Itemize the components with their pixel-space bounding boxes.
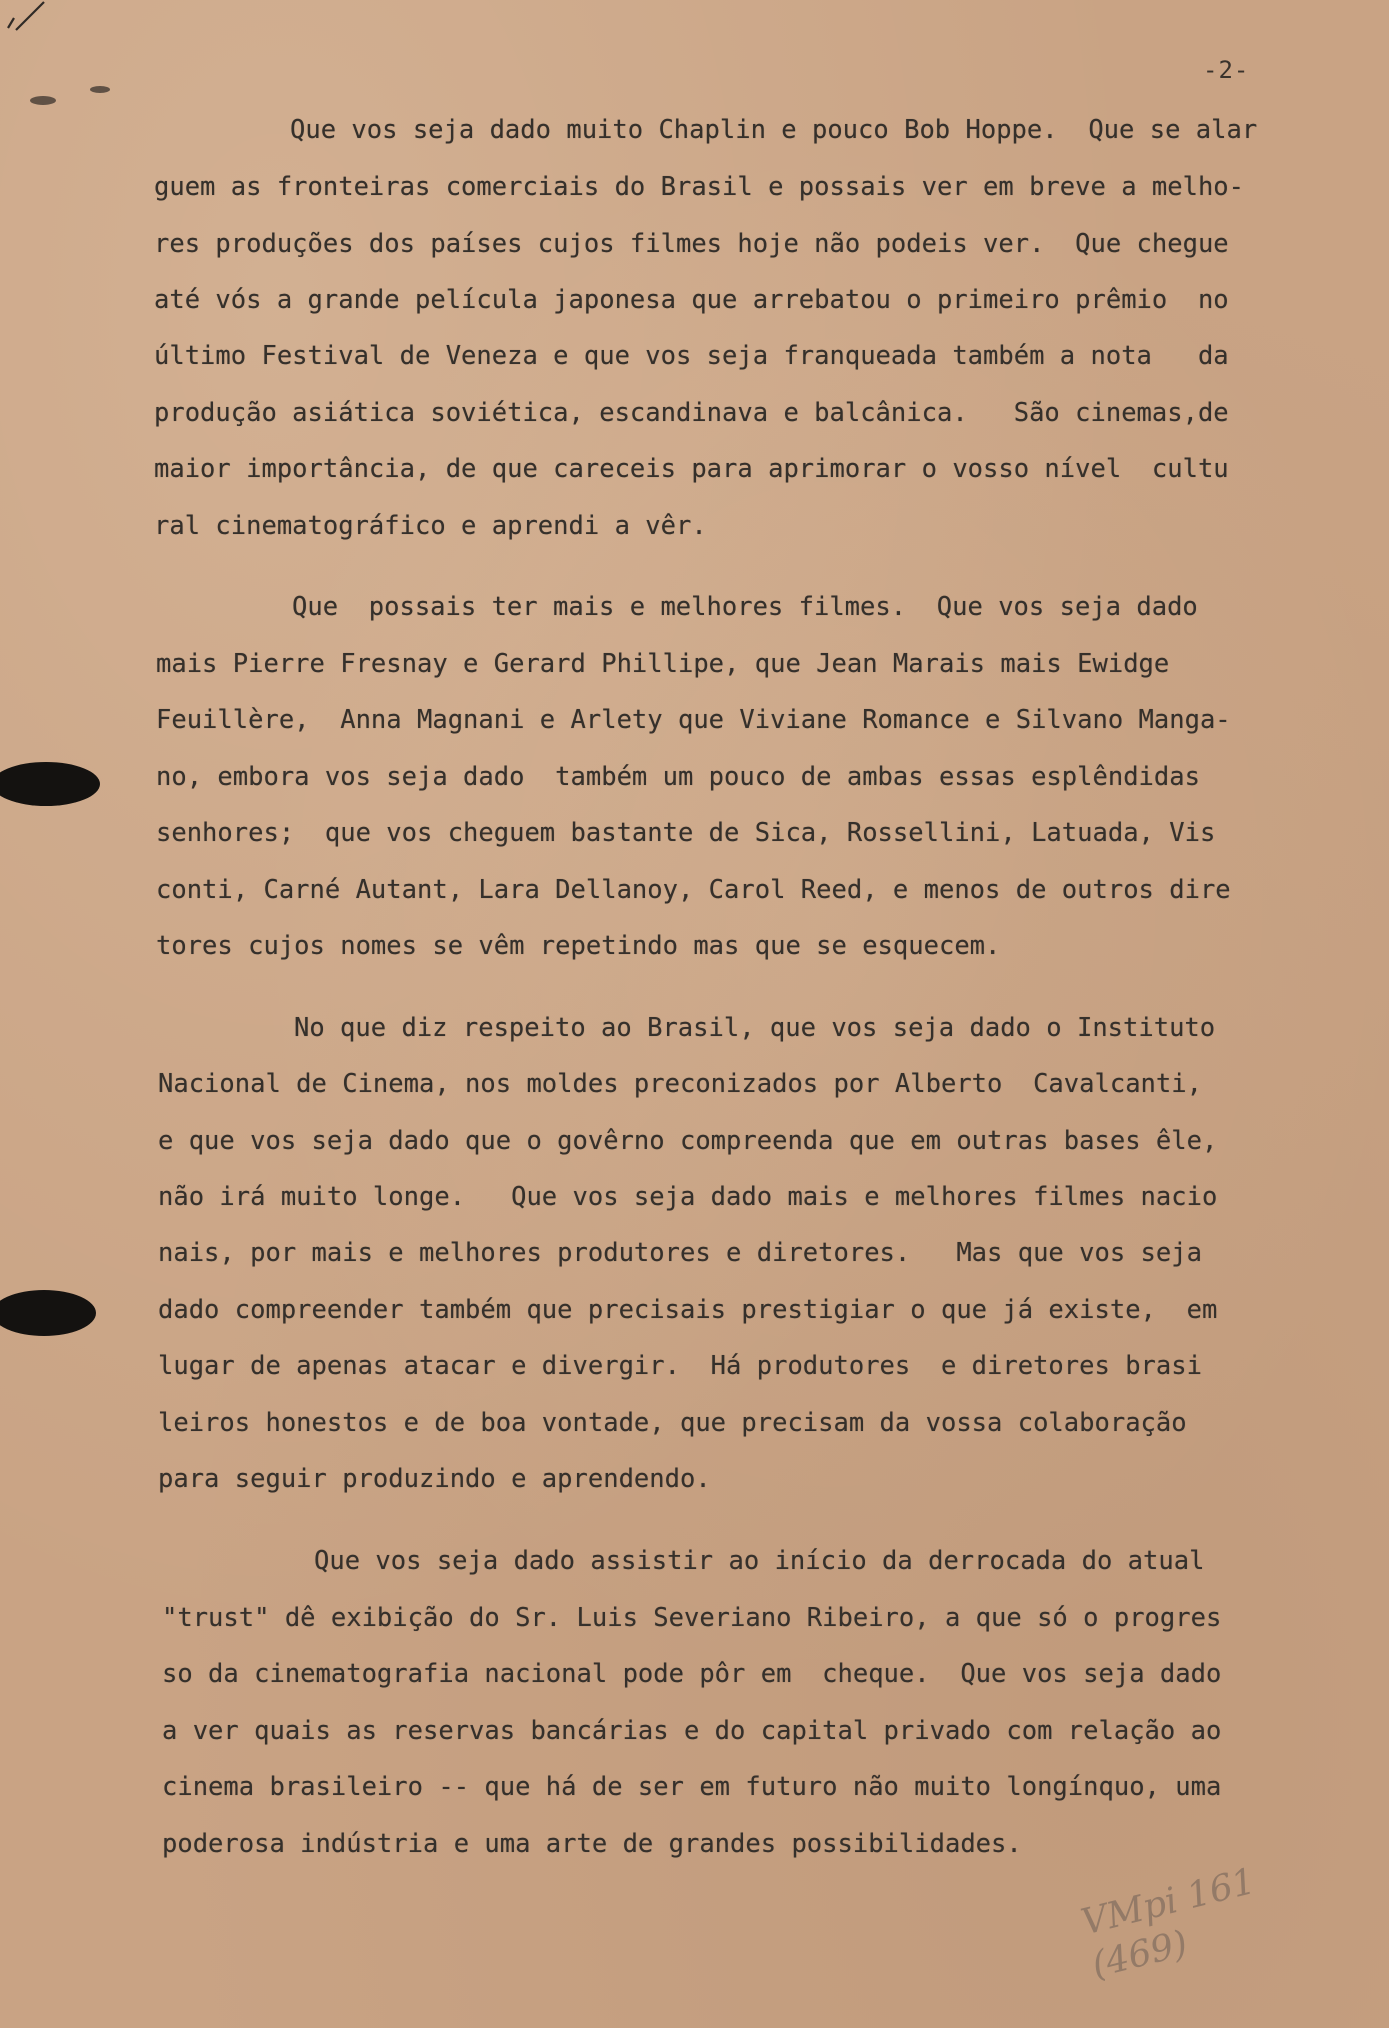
ink-speck	[30, 96, 56, 105]
text-line: cinema brasileiro -- que há de ser em futuro não muito longínquo, uma	[162, 1772, 1222, 1802]
text-line: e que vos seja dado que o govêrno compreenda que em outras bases êle,	[158, 1126, 1218, 1156]
text-line: mais Pierre Fresnay e Gerard Phillipe, que Jean Marais mais Ewidge	[156, 649, 1170, 679]
ink-blot	[0, 1290, 96, 1336]
text-line: res produções dos países cujos filmes hoje não podeis ver. Que chegue	[154, 229, 1229, 259]
text-line: guem as fronteiras comerciais do Brasil e possais ver em breve a melho-	[154, 172, 1245, 202]
text-line: Que possais ter mais e melhores filmes. Que vos seja dado	[292, 592, 1198, 622]
text-line: conti, Carné Autant, Lara Dellanoy, Carol Reed, e menos de outros dire	[156, 875, 1231, 905]
text-line: não irá muito longe. Que vos seja dado mais e melhores filmes nacio	[158, 1182, 1218, 1212]
text-line: senhores; que vos cheguem bastante de Sica, Rossellini, Latuada, Vis	[156, 818, 1216, 848]
text-line: maior importância, de que careceis para aprimorar o vosso nível cultu	[154, 454, 1229, 484]
archive-pencil-note: VMpi 161 (469)	[1077, 1860, 1260, 1987]
text-line: so da cinematografia nacional pode pôr em cheque. Que vos seja dado	[162, 1659, 1222, 1689]
text-line: poderosa indústria e uma arte de grandes possibilidades.	[162, 1829, 1022, 1859]
ink-speck	[90, 86, 110, 93]
text-line: Que vos seja dado assistir ao início da derrocada do atual	[314, 1546, 1205, 1576]
text-line: Feuillère, Anna Magnani e Arlety que Viviane Romance e Silvano Manga-	[156, 705, 1231, 735]
text-line: Que vos seja dado muito Chaplin e pouco Bob Hoppe. Que se alar	[290, 115, 1258, 145]
corner-pencil-mark	[0, 0, 60, 60]
text-line: a ver quais as reservas bancárias e do capital privado com relação ao	[162, 1716, 1222, 1746]
text-line: no, embora vos seja dado também um pouco de ambas essas esplêndidas	[156, 762, 1200, 792]
text-line: para seguir produzindo e aprendendo.	[158, 1464, 711, 1494]
text-line: "trust" dê exibição do Sr. Luis Severiano Ribeiro, a que só o progres	[162, 1603, 1222, 1633]
text-line: leiros honestos e de boa vontade, que precisam da vossa colaboração	[158, 1408, 1187, 1438]
text-line: até vós a grande película japonesa que arrebatou o primeiro prêmio no	[154, 285, 1229, 315]
text-line: tores cujos nomes se vêm repetindo mas que se esquecem.	[156, 931, 1001, 961]
ink-blot	[0, 762, 100, 806]
text-line: Nacional de Cinema, nos moldes preconizados por Alberto Cavalcanti,	[158, 1069, 1202, 1099]
text-line: dado compreender também que precisais prestigiar o que já existe, em	[158, 1295, 1218, 1325]
text-line: No que diz respeito ao Brasil, que vos seja dado o Instituto	[294, 1013, 1216, 1043]
page-number: -2-	[1203, 56, 1250, 84]
text-line: produção asiática soviética, escandinava e balcânica. São cinemas,de	[154, 398, 1229, 428]
text-line: lugar de apenas atacar e divergir. Há produtores e diretores brasi	[158, 1351, 1202, 1381]
text-line: nais, por mais e melhores produtores e diretores. Mas que vos seja	[158, 1238, 1202, 1268]
text-line: último Festival de Veneza e que vos seja franqueada também a nota da	[154, 341, 1229, 371]
text-line: ral cinematográfico e aprendi a vêr.	[154, 511, 707, 541]
